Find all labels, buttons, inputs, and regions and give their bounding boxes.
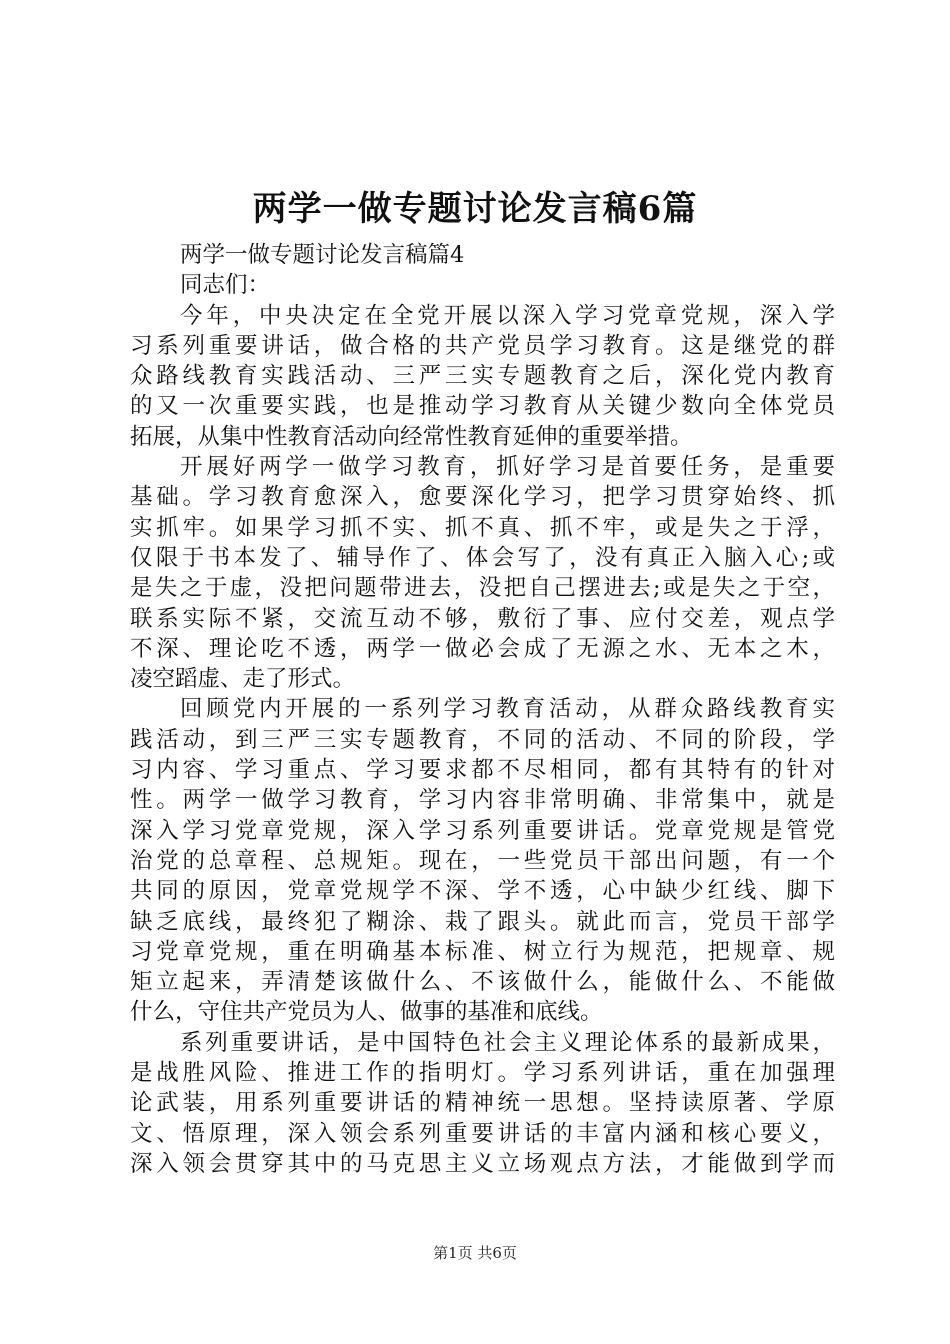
- text-line: 联系实际不紧，交流互动不够，敷衍了事、应付交差，观点学: [130, 605, 835, 632]
- document-body: [130, 240, 835, 1179]
- paragraph-4: [130, 1028, 835, 1179]
- text-line: 回顾党内开展的一系列学习教育活动，从群众路线教育实: [180, 696, 835, 723]
- paragraph-3: [130, 694, 835, 1027]
- text-line: 实抓牢。如果学习抓不实、抓不真、抓不牢，或是失之于浮，: [130, 514, 835, 541]
- text-line: 什么，守住共产党员为人、做事的基准和底线。: [130, 999, 603, 1026]
- text-line: 矩立起来，弄清楚该做什么、不该做什么，能做什么、不能做: [130, 969, 835, 996]
- text-line: 今年，中央决定在全党开展以深入学习党章党规，深入学: [180, 302, 835, 329]
- text-line: 拓展，从集中性教育活动向经常性教育延伸的重要举措。: [130, 423, 693, 450]
- text-line: 共同的原因，党章党规学不深、学不透，心中缺少红线、脚下: [130, 878, 835, 905]
- text-line: 习系列重要讲话，做合格的共产党员学习教育。这是继党的群: [130, 332, 835, 359]
- text-line: 习党章党规，重在明确基本标准、树立行为规范，把规章、规: [130, 938, 835, 965]
- text-line: 的又一次重要实践，也是推动学习教育从关键少数向全体党员: [130, 393, 835, 420]
- text-line: 基础。学习教育愈深入，愈要深化学习，把学习贯穿始终、抓: [130, 484, 835, 511]
- text-line: 性。两学一做学习教育，学习内容非常明确、非常集中，就是: [130, 787, 835, 814]
- text-line: 开展好两学一做学习教育，抓好学习是首要任务，是重要: [180, 454, 835, 481]
- salutation: 同志们：: [180, 272, 271, 299]
- text-line: 践活动，到三严三实专题教育，不同的活动、不同的阶段，学: [130, 726, 835, 753]
- text-line: 治党的总章程、总规矩。现在，一些党员干部出问题，有一个: [130, 847, 835, 874]
- text-line: 众路线教育实践活动、三严三实专题教育之后，深化党内教育: [130, 363, 835, 390]
- page-number-footer: 第1页 共6页: [433, 1244, 517, 1262]
- text-line: 不深、理论吃不透，两学一做必会成了无源之水、无本之木，: [130, 635, 835, 662]
- text-line: 凌空蹈虚、走了形式。: [130, 666, 356, 693]
- text-line: 缺乏底线，最终犯了糊涂、栽了跟头。就此而言，党员干部学: [130, 908, 835, 935]
- document-subtitle: 两学一做专题讨论发言稿篇4: [180, 242, 465, 268]
- text-line: 仅限于书本发了、辅导作了、体会写了，没有真正入脑入心;或: [130, 544, 835, 571]
- text-line: 是战胜风险、推进工作的指明灯。学习系列讲话，重在加强理: [130, 1060, 835, 1087]
- text-line: 系列重要讲话，是中国特色社会主义理论体系的最新成果，: [180, 1029, 835, 1056]
- paragraph-1: [130, 301, 835, 452]
- text-line: 是失之于虚，没把问题带进去，没把自己摆进去;或是失之于空，: [130, 575, 835, 602]
- text-line: 论武装，用系列重要讲话的精神统一思想。坚持读原著、学原: [130, 1090, 835, 1117]
- text-line: 习内容、学习重点、学习要求都不尽相同，都有其特有的针对: [130, 757, 835, 784]
- text-line: 深入学习党章党规，深入学习系列重要讲话。党章党规是管党: [130, 817, 835, 844]
- paragraph-2: [130, 452, 835, 694]
- text-line: 文、悟原理，深入领会系列重要讲话的丰富内涵和核心要义，: [130, 1120, 835, 1147]
- document-title: 两学一做专题讨论发言稿6篇: [252, 189, 698, 229]
- text-line: 深入领会贯穿其中的马克思主义立场观点方法，才能做到学而: [130, 1150, 835, 1177]
